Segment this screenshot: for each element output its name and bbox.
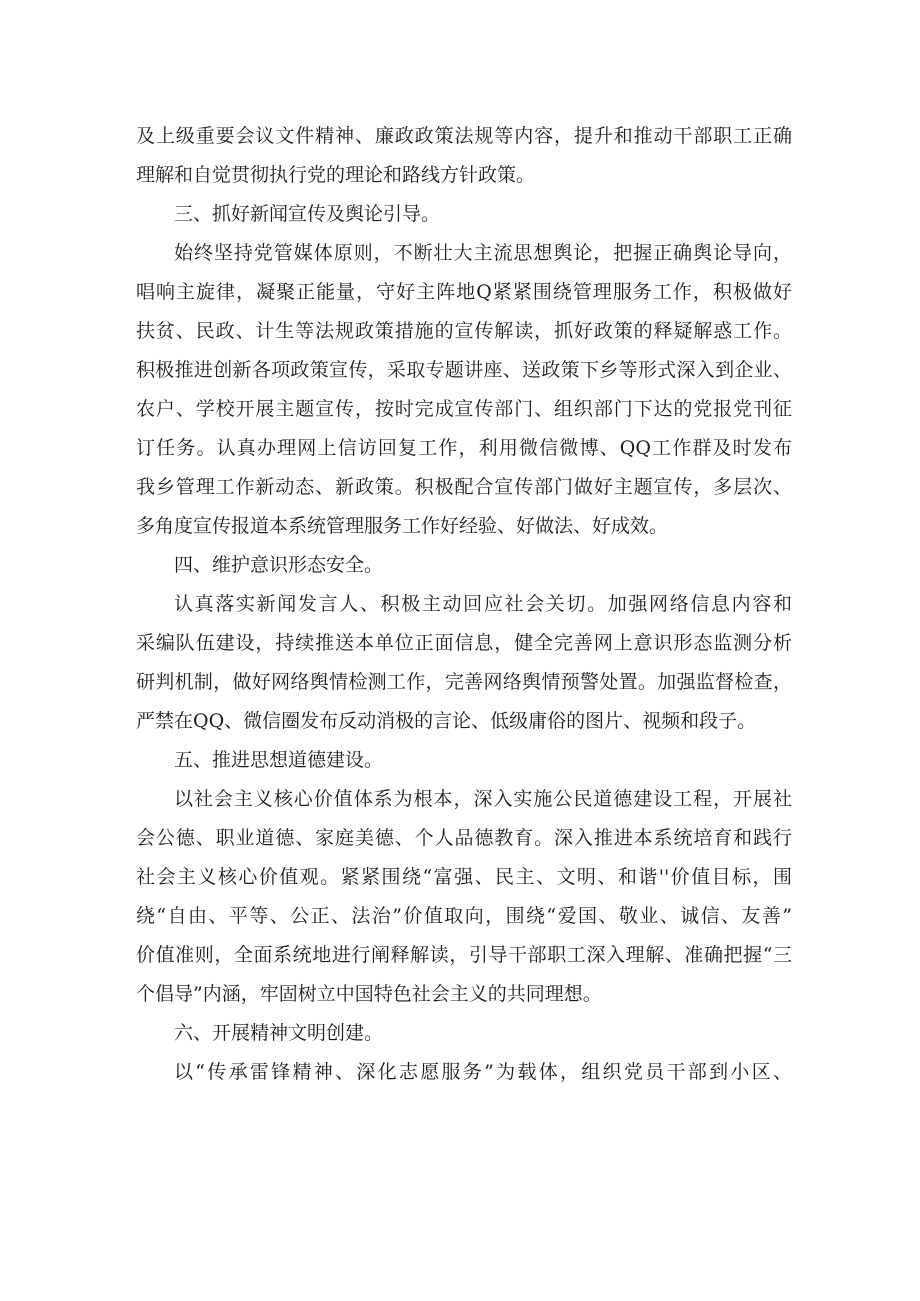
paragraph-line: 农户、学校开展主题宣传，按时完成宣传部门、组织部门下达的党报党刊征 (136, 398, 792, 420)
paragraph-line: 个倡导”内涵，牢固树立中国特色社会主义的共同理想。 (136, 983, 602, 1005)
paragraph-line: 会公德、职业道德、家庭美德、个人品德教育。深入推进本系统培育和践行 (136, 827, 792, 849)
paragraph-line: 以“传承雷锋精神、深化志愿服务”为载体，组织党员干部到小区、 (174, 1061, 792, 1083)
paragraph-line: 价值准则，全面系统地进行阐释解读，引导干部职工深入理解、准确把握“三 (136, 944, 792, 966)
document-body (136, 117, 792, 1092)
paragraph-line: 多角度宣传报道本系统管理服务工作好经验、好做法、好成效。 (136, 515, 669, 537)
section-heading: 三、抓好新闻宣传及舆论引导。 (174, 203, 441, 225)
section-heading: 五、推进思想道德建设。 (174, 749, 384, 771)
paragraph-line: 采编队伍建设，持续推送本单位正面信息，健全完善网上意识形态监测分析 (136, 632, 792, 654)
section-heading: 四、维护意识形态安全。 (174, 554, 384, 576)
paragraph-line: 及上级重要会议文件精神、廉政政策法规等内容，提升和推动干部职工正确 (136, 125, 792, 147)
paragraph-line: 以社会主义核心价值体系为根本，深入实施公民道德建设工程，开展社 (174, 788, 792, 810)
paragraph-line: 严禁在QQ、微信圈发布反动消极的言论、低级庸俗的图片、视频和段子。 (136, 710, 757, 732)
paragraph-line: 认真落实新闻发言人、积极主动回应社会关切。加强网络信息内容和 (174, 593, 792, 615)
paragraph-line: 订任务。认真办理网上信访回复工作，利用微信微博、QQ工作群及时发布 (136, 437, 792, 459)
paragraph-line: 我乡管理工作新动态、新政策。积极配合宣传部门做好主题宣传，多层次、 (136, 476, 792, 498)
paragraph-line: 绕“自由、平等、公正、法治”价值取向，围绕“爱国、敬业、诚信、友善” (136, 905, 792, 927)
paragraph-line: 积极推进创新各项政策宣传，采取专题讲座、送政策下乡等形式深入到企业、 (136, 359, 792, 381)
paragraph-line: 扶贫、民政、计生等法规政策措施的宣传解读，抓好政策的释疑解惑工作。 (136, 320, 792, 342)
paragraph-line: 社会主义核心价值观。紧紧围绕“富强、民主、文明、和谐''价值目标，围 (136, 866, 792, 888)
paragraph-line: 理解和自觉贯彻执行党的理论和路线方针政策。 (136, 164, 536, 186)
paragraph-line: 始终坚持党管媒体原则，不断壮大主流思想舆论，把握正确舆论导向， (174, 242, 792, 264)
paragraph-line: 唱响主旋律，凝聚正能量，守好主阵地Q紧紧围绕管理服务工作，积极做好 (136, 281, 792, 303)
paragraph-line: 研判机制，做好网络舆情检测工作，完善网络舆情预警处置。加强监督检查， (136, 671, 792, 693)
section-heading: 六、开展精神文明创建。 (174, 1022, 384, 1044)
